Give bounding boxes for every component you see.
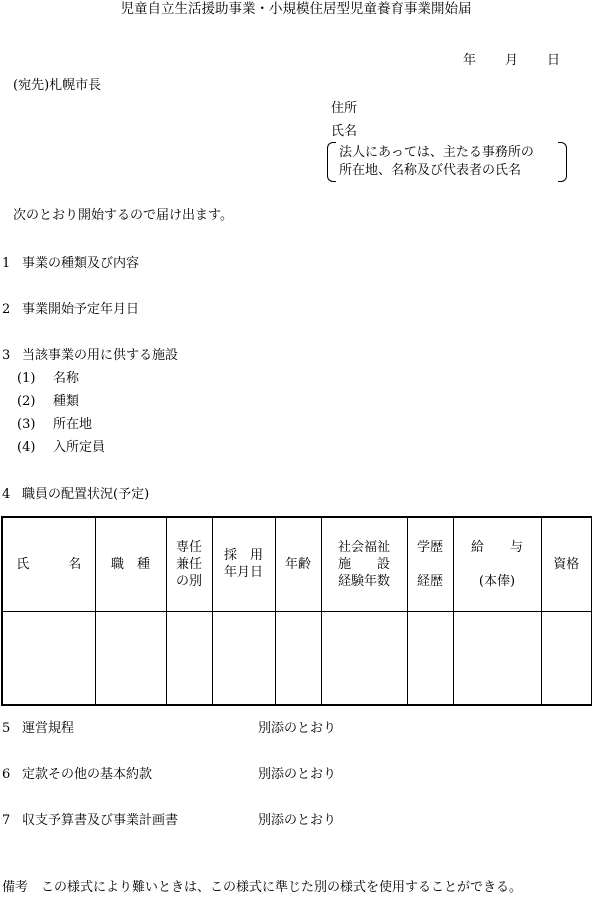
name-label: 氏名 xyxy=(331,124,358,139)
facility-item-location xyxy=(17,417,92,433)
section-label: 収支予算書及び事業計画書 xyxy=(22,813,179,828)
section-label: 運営規程 xyxy=(22,721,75,736)
section-label: 定款その他の基本約款 xyxy=(22,767,153,782)
item-label: 入所定員 xyxy=(53,440,106,455)
section-number: 1 xyxy=(2,256,11,271)
document-title: 児童自立生活援助事業・小規模住居型児童養育事業開始届 xyxy=(120,1,472,17)
facility-item-capacity xyxy=(17,440,105,456)
attachment-value: 別添のとおり xyxy=(258,767,337,782)
section-6 xyxy=(2,767,337,783)
item-number: (2) xyxy=(17,394,36,409)
right-bracket xyxy=(558,142,567,182)
day-label: 日 xyxy=(547,53,561,68)
item-number: (3) xyxy=(17,417,36,432)
section-number: 4 xyxy=(2,487,11,502)
item-label: 所在地 xyxy=(53,417,93,432)
item-label: 名称 xyxy=(53,371,80,386)
table-cell[interactable] xyxy=(407,611,453,705)
staff-table xyxy=(1,516,592,706)
table-cell[interactable] xyxy=(166,611,212,705)
table-cell[interactable] xyxy=(321,611,407,705)
header-line: 経歴 xyxy=(416,573,443,589)
section-number: 3 xyxy=(2,348,11,363)
header-spacer xyxy=(408,556,453,573)
header-line: の別 xyxy=(175,573,202,589)
facility-item-name xyxy=(17,371,79,387)
header-hire-date xyxy=(212,517,275,611)
header-line: 年月日 xyxy=(223,565,263,581)
header-experience xyxy=(321,517,407,611)
year-label: 年 xyxy=(463,53,477,68)
section-2 xyxy=(2,302,139,318)
recipient: (宛先)札幌市長 xyxy=(13,78,102,93)
section-number: 6 xyxy=(2,767,11,782)
address-label: 住所 xyxy=(331,101,358,116)
table-row xyxy=(2,611,592,705)
section-5 xyxy=(2,721,337,737)
header-line: 経験年数 xyxy=(337,573,390,589)
header-line: 社会福祉 xyxy=(337,539,390,555)
table-cell[interactable] xyxy=(212,611,275,705)
section-label: 職員の配置状況(予定) xyxy=(22,487,150,502)
section-1 xyxy=(2,256,139,272)
header-spacer xyxy=(454,556,541,573)
corporate-note-line-2: 所在地、名称及び代表者の氏名 xyxy=(339,163,522,178)
section-label: 事業開始予定年月日 xyxy=(22,302,140,317)
item-number: (4) xyxy=(17,440,36,455)
section-number: 5 xyxy=(2,721,11,736)
header-line: 給 与 xyxy=(470,539,523,555)
facility-item-type xyxy=(17,394,79,410)
header-education xyxy=(407,517,453,611)
header-name: 氏 名 xyxy=(2,517,95,611)
corporate-note-line-1: 法人にあっては、主たる事務所の xyxy=(339,145,534,160)
section-7 xyxy=(2,813,337,829)
staff-table-header xyxy=(2,517,592,611)
table-cell[interactable] xyxy=(453,611,541,705)
header-line: 専任 xyxy=(175,539,202,555)
section-label: 事業の種類及び内容 xyxy=(22,256,140,271)
table-cell[interactable] xyxy=(541,611,592,705)
corporate-note-bracket xyxy=(327,142,567,182)
header-line: 採 用 xyxy=(223,548,263,564)
header-line: 学歴 xyxy=(416,539,443,555)
section-number: 2 xyxy=(2,302,11,317)
header-age: 年齢 xyxy=(275,517,321,611)
intro-text: 次のとおり開始するので届け出ます。 xyxy=(13,208,233,223)
section-3 xyxy=(2,348,178,364)
attachment-value: 別添のとおり xyxy=(258,721,337,736)
attachment-value: 別添のとおり xyxy=(258,813,337,828)
header-job: 職 種 xyxy=(95,517,166,611)
month-label: 月 xyxy=(505,53,519,68)
left-bracket xyxy=(327,142,336,182)
item-label: 種類 xyxy=(53,394,80,409)
table-cell[interactable] xyxy=(275,611,321,705)
table-cell[interactable] xyxy=(95,611,166,705)
date-line xyxy=(463,53,560,69)
section-number: 7 xyxy=(2,813,11,828)
section-4 xyxy=(2,487,149,503)
header-salary xyxy=(453,517,541,611)
header-line: 兼任 xyxy=(175,556,202,572)
header-concurrent xyxy=(166,517,212,611)
table-cell[interactable] xyxy=(2,611,95,705)
section-label: 当該事業の用に供する施設 xyxy=(22,348,179,363)
header-line: 施 設 xyxy=(337,556,390,572)
header-qualification: 資格 xyxy=(541,517,592,611)
header-line: (本俸) xyxy=(478,573,516,589)
item-number: (1) xyxy=(17,371,36,386)
remarks-note: 備考 この様式により難いときは、この様式に準じた別の様式を使用することができる。 xyxy=(2,880,523,895)
